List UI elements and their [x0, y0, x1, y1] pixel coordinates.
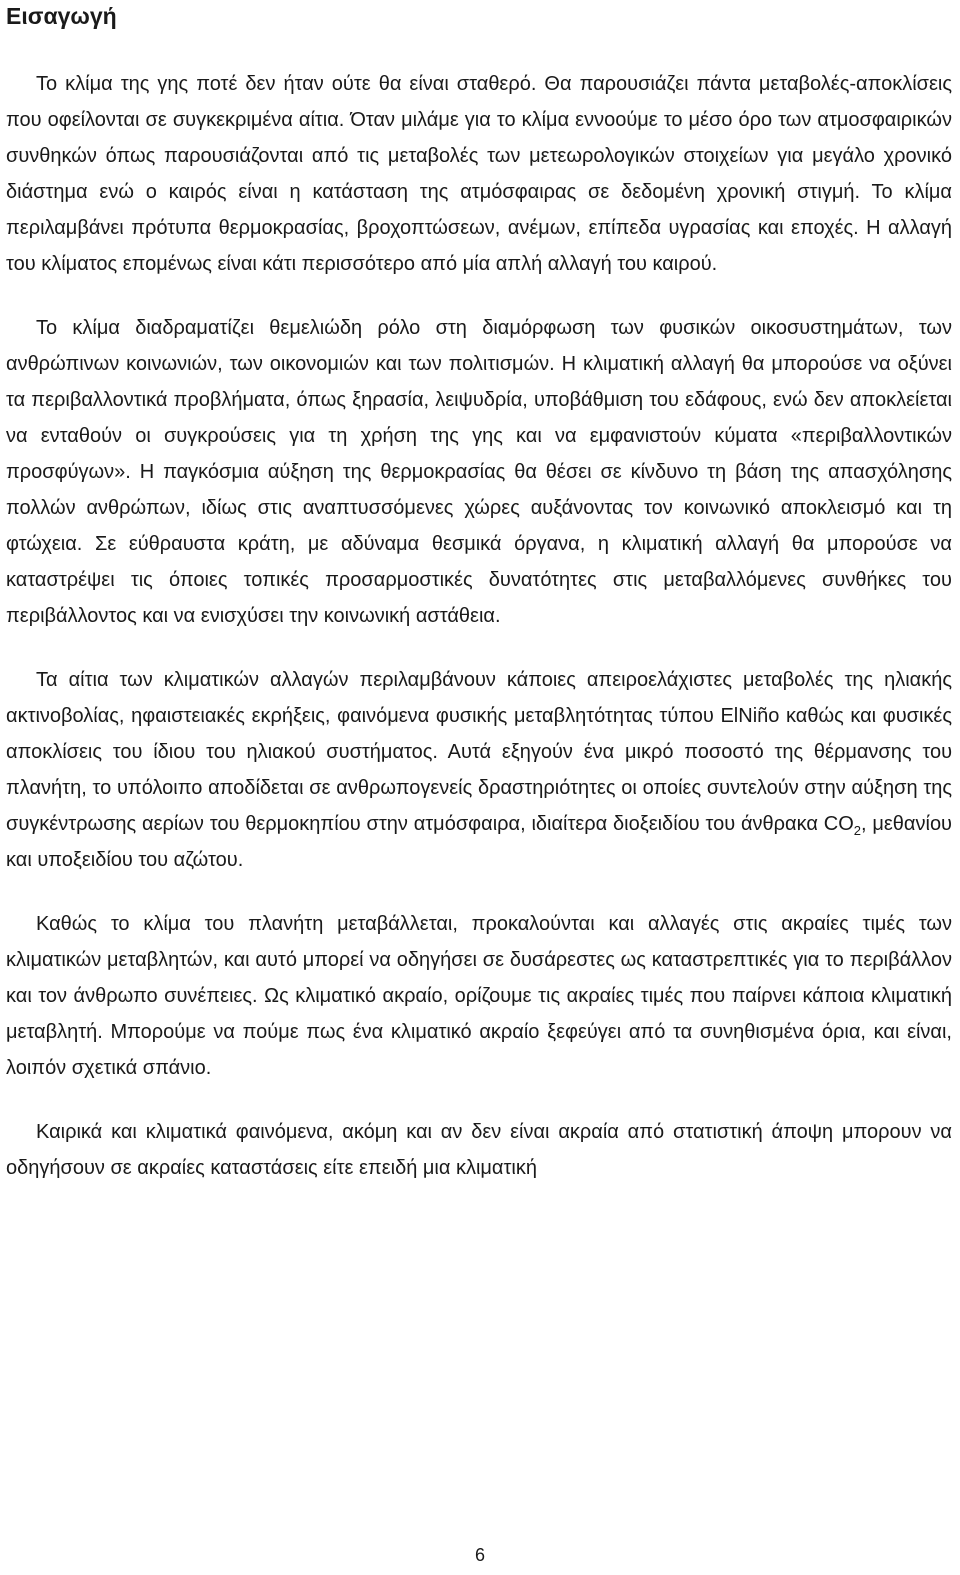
page-number: 6 — [474, 1545, 485, 1565]
section-heading: Εισαγωγή — [6, 3, 117, 29]
paragraph-climate-causes-tail: , μεθανίου και υποξειδίου του αζώτου. — [6, 813, 952, 871]
paragraph-climate-causes-text: Τα αίτια των κλιματικών αλλαγών περιλαμβάνουν κάποιες απειροελάχιστες μεταβολές της ηλιακής ακτινοβολίας, ηφαιστειακές εκρήξεις, φαινόμενα φυσικής μεταβλητότητας τύπου ElNiño καθώς και φυσικές αποκλίσεις του ίδιου του ηλιακού συστήματος. Αυτά εξηγούν ένα μικρό ποσοστό της θέρμανσης του πλανήτη, το υπόλοιπο αποδίδεται σε ανθρωπογενείς δραστηριότητες οι οποίες συντελούν στην αύξηση της συγκέντρωσης αερίων του θερμοκηπίου στην ατμόσφαιρα, ιδιαίτερα διοξειδίου του άνθρακα CO — [6, 669, 952, 835]
paragraph-climate-extremes: Καθώς το κλίμα του πλανήτη μεταβάλλεται, προκαλούνται και αλλαγές στις ακραίες τιμές των κλιματικών μεταβλητών, και αυτό μπορεί να οδηγήσει σε δυσάρεστες ως καταστρεπτικές για το περιβάλλον και τον άνθρωπο συνέπειες. Ως κλιματικό ακραίο, ορίζουμε τις ακραίες τιμές που παίρνει κάποια κλιματική μεταβλητή. Μπορούμε να πούμε πως ένα κλιματικό ακραίο ξεφεύγει από τα συνηθισμένα όρια, και είναι, λοιπόν σχετικά σπάνιο. — [6, 913, 952, 1079]
paragraph-weather-phenomena: Καιρικά και κλιματικά φαινόμενα, ακόμη και αν δεν είναι ακραία από στατιστική άποψη μπορουν να οδηγήσουν σε ακραίες καταστάσεις είτε επειδή μια κλιματική — [6, 1121, 952, 1179]
paragraph-climate-definition: Το κλίμα της γης ποτέ δεν ήταν ούτε θα είναι σταθερό. Θα παρουσιάζει πάντα μεταβολές-αποκλίσεις που οφείλονται σε συγκεκριμένα αίτια. Όταν μιλάμε για το κλίμα εννοούμε το μέσο όρο των ατμοσφαιρικών συνθηκών όπως παρουσιάζονται από τις μεταβολές των μετεωρολογικών στοιχείων για μεγάλο χρονικό διάστημα ενώ ο καιρός είναι η κατάσταση της ατμόσφαιρας σε δεδομένη χρονική στιγμή. Το κλίμα περιλαμβάνει πρότυπα θερμοκρασίας, βροχοπτώσεων, ανέμων, επίπεδα υγρασίας και εποχές. Η αλλαγή του κλίματος επομένως είναι κάτι περισσότερο από μία απλή αλλαγή του καιρού. — [6, 73, 952, 275]
paragraph-climate-causes — [6, 662, 952, 878]
document-page — [6, 0, 952, 1186]
co2-subscript: 2 — [853, 823, 861, 838]
paragraph-climate-role: Το κλίμα διαδραματίζει θεμελιώδη ρόλο στη διαμόρφωση των φυσικών οικοσυστημάτων, των ανθρώπινων κοινωνιών, των οικονομιών και των πολιτισμών. Η κλιματική αλλαγή θα μπορούσε να οξύνει τα περιβαλλοντικά προβλήματα, όπως ξηρασία, λειψυδρία, υποβάθμιση του εδάφους, ενώ δεν αποκλείεται να ενταθούν οι συγκρούσεις για τη χρήση της γης και να εμφανιστούν κύματα «περιβαλλοντικών προσφύγων». Η παγκόσμια αύξηση της θερμοκρασίας θα θέσει σε κίνδυνο τη βάση της απασχόλησης πολλών ανθρώπων, ιδίως στις αναπτυσσόμενες χώρες αυξάνοντας τον κοινωνικό αποκλεισμό και τη φτώχεια. Σε εύθραυστα κράτη, με αδύναμα θεσμικά όργανα, η κλιματική αλλαγή θα μπορούσε να καταστρέψει τις όποιες τοπικές προσαρμοστικές δυνατότητες στις μεταβαλλόμενες συνθήκες του περιβάλλοντος και να ενισχύσει την κοινωνική αστάθεια. — [6, 317, 952, 627]
